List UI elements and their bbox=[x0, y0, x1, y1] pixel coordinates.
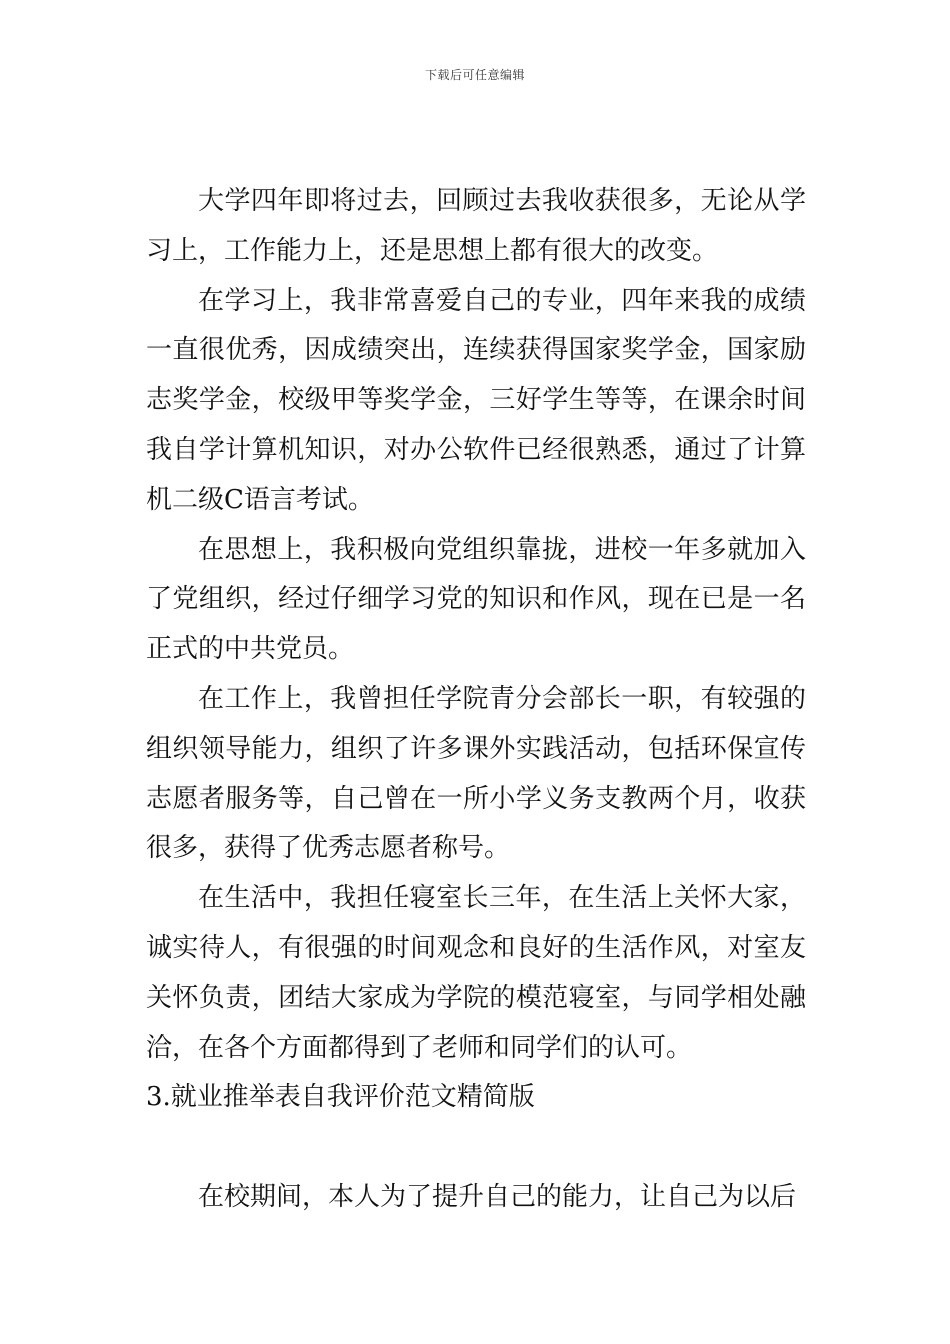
section-heading: 3.就业推举表自我评价范文精简版 bbox=[146, 1082, 535, 1113]
page-header: 下载后可任意编辑 bbox=[424, 68, 525, 82]
paragraph-study: 在学习上，我非常喜爱自己的专业，四年来我的成绩一直很优秀，因成绩突出，连续获得国家奖学金，国家励志奖学金，校级甲等奖学金，三好学生等等，在课余时间我自学计算机知识，对办公软件已经很熟悉，通过了计算机二级C语言考试。 bbox=[146, 285, 806, 515]
document-body bbox=[146, 177, 806, 1223]
paragraph-work: 在工作上，我曾担任学院青分会部长一职，有较强的组织领导能力，组织了许多课外实践活动，包括环保宣传志愿者服务等，自己曾在一所小学义务支教两个月，收获很多，获得了优秀志愿者称号。 bbox=[146, 683, 806, 864]
paragraph-life: 在生活中，我担任寝室长三年，在生活上关怀大家，诚实待人，有很强的时间观念和良好的生活作风，对室友关怀负责，团结大家成为学院的模范寝室，与同学相处融洽，在各个方面都得到了老师和同学们的认可。 bbox=[146, 883, 806, 1063]
paragraph-intro: 大学四年即将过去，回顾过去我收获很多，无论从学习上，工作能力上，还是思想上都有很大的改变。 bbox=[146, 186, 806, 266]
paragraph-final: 在校期间，本人为了提升自己的能力，让自己为以后 bbox=[198, 1181, 797, 1212]
paragraph-thought: 在思想上，我积极向党组织靠拢，进校一年多就加入了党组织，经过仔细学习党的知识和作风，现在已是一名正式的中共党员。 bbox=[146, 534, 806, 665]
blank-line bbox=[146, 1123, 806, 1173]
